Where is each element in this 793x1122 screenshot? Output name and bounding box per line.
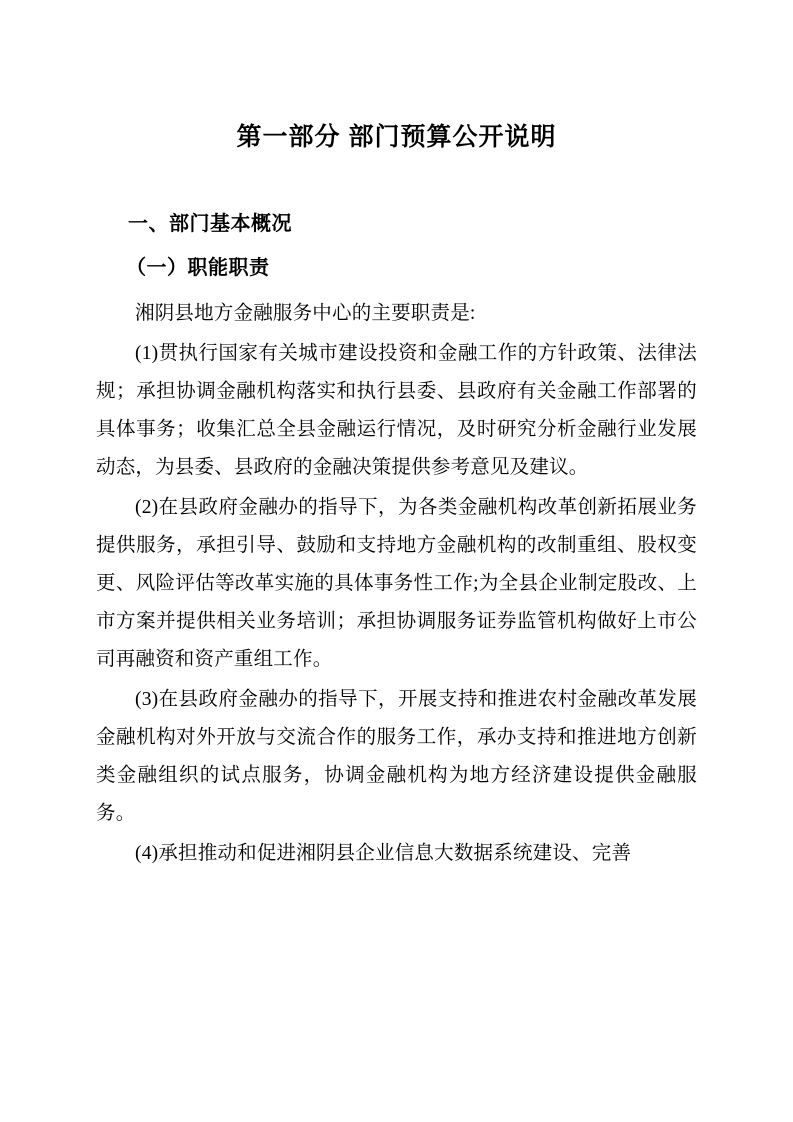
paragraph-item-1: (1)贯执行国家有关城市建设投资和金融工作的方针政策、法律法规；承担协调金融机构落实和执行县委、县政府有关金融工作部署的具体事务；收集汇总全县金融运行情况，及时研究分析金融行业发展动态，为县委、县政府的金融决策提供参考意见及建议。 xyxy=(96,343,697,479)
paragraph-item-2: (2)在县政府金融办的指导下，为各类金融机构改革创新拓展业务提供服务，承担引导、鼓励和支持地方金融机构的改制重组、股权变更、风险评估等改革实施的具体事务性工作;为全县企业制定股改、上市方案并提供相关业务培训；承担协调服务证券监管机构做好上市公司再融资和资产重组工作。 xyxy=(96,497,697,671)
section-heading-basic-overview: 一、部门基本概况 xyxy=(128,213,292,235)
page-title: 第一部分 部门预算公开说明 xyxy=(236,123,557,151)
paragraph-intro: 湘阴县地方金融服务中心的主要职责是: xyxy=(135,303,476,324)
paragraph-item-4: (4)承担推动和促进湘阴县企业信息大数据系统建设、完善 xyxy=(135,843,632,865)
subsection-heading-duties: （一）职能职责 xyxy=(126,257,270,279)
paragraph-item-3: (3)在县政府金融办的指导下，开展支持和推进农村金融改革发展金融机构对外开放与交流合作的服务工作，承办支持和推进地方创新类金融组织的试点服务，协调金融机构为地方经济建设提供金融服务。 xyxy=(96,689,697,825)
